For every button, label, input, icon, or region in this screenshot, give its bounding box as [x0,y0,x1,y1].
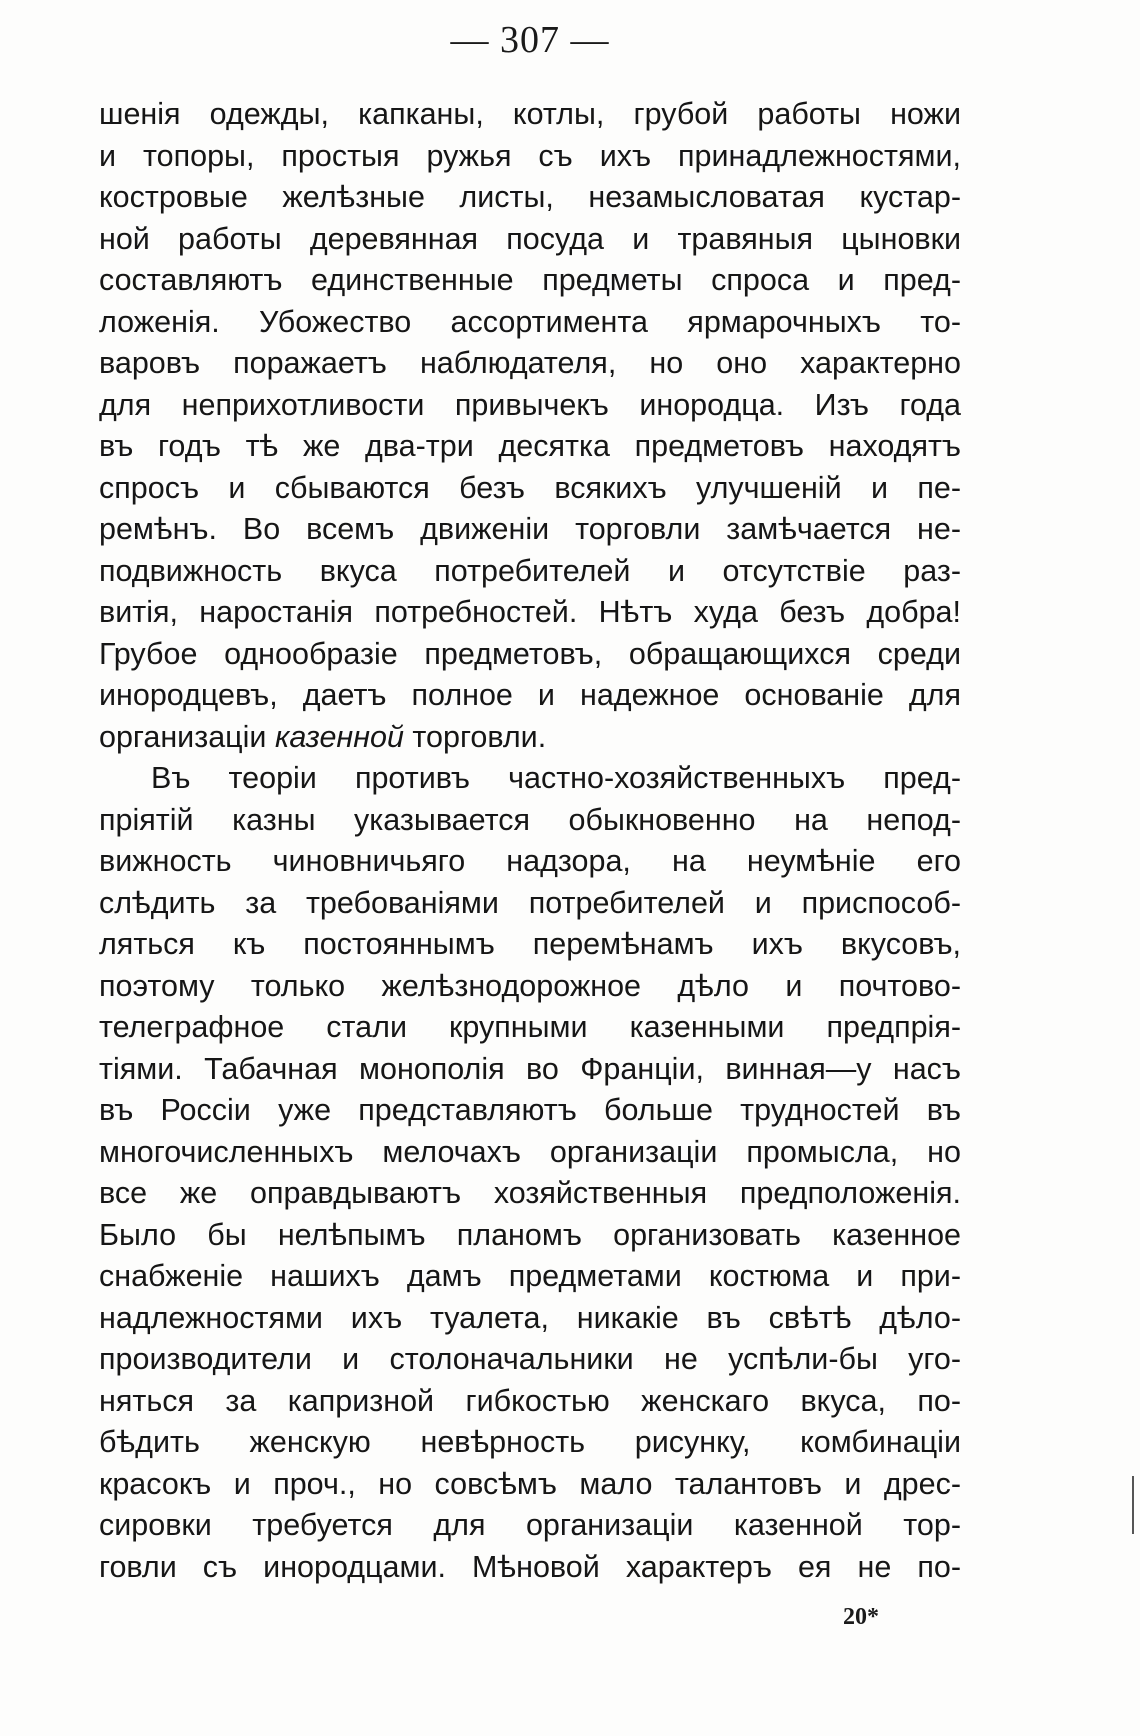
text-line: Было бы нелѣпымъ планомъ организовать казенное [99,1217,961,1252]
text-line: ремѣнъ. Во всемъ движеніи торговли замѣчается не- [99,512,961,546]
text-line: и топоры, простыя ружья съ ихъ принадлежностями, [99,138,961,173]
text-line: спросъ и сбываются безъ всякихъ улучшеній и пе- [99,470,961,505]
text-fragment: торговли. [403,719,547,754]
text-line: составляютъ единственные предметы спроса и пред- [99,263,961,297]
page-number: — 307 — [450,19,610,61]
printer-signature-mark: 20* [843,1604,879,1630]
text-line: въ Россіи уже представляютъ больше трудностей въ [99,1093,961,1127]
text-line: все же оправдываютъ хозяйственныя предположенія. [99,1176,961,1210]
text-line: ной работы деревянная посуда и травяныя цыновки [99,221,961,256]
text-line: тіями. Табачная монополія во Франціи, винная—у насъ [99,1051,961,1086]
text-line: варовъ поражаетъ наблюдателя, но оно характерно [99,346,961,380]
text-line: подвижность вкуса потребителей и отсутствіе раз- [99,553,961,588]
text-line: поэтому только желѣзнодорожное дѣло и почтово- [99,968,961,1003]
text-line: красокъ и проч., но совсѣмъ мало талантовъ и дрес- [99,1466,961,1501]
text-line-indented: Въ теоріи противъ частно-хозяйственныхъ пред- [151,761,961,795]
text-line: ляться къ постояннымъ перемѣнамъ ихъ вкусовъ, [99,927,961,961]
text-line-last [99,717,961,759]
body-text [99,94,961,1588]
text-line: слѣдить за требованіями потребителей и приспособ- [99,885,961,920]
text-line: телеграфное стали крупными казенными предпрія- [99,1010,961,1044]
text-line: костровые желѣзные листы, незамысловатая кустар- [99,180,961,214]
paragraph-2 [99,758,961,1588]
text-line: бѣдить женскую невѣрность рисунку, комбинаціи [99,1425,961,1459]
text-line: многочисленныхъ мелочахъ организаціи промысла, но [99,1134,961,1169]
text-line: Грубое однообразіе предметовъ, обращающихся среди [99,636,961,671]
text-line: вижность чиновничьяго надзора, на неумѣніе его [99,844,961,878]
text-line: пріятій казны указывается обыкновенно на непод- [99,802,961,837]
text-line: няться за капризной гибкостью женскаго вкуса, по- [99,1383,961,1418]
text-line: снабженіе нашихъ дамъ предметами костюма и при- [99,1259,961,1293]
text-line: говли съ инородцами. Мѣновой характеръ ея не по- [99,1549,961,1584]
text-line: для неприхотливости привычекъ инородца. Изъ года [99,387,961,422]
scan-edge-mark [1132,1476,1134,1534]
text-line: производители и столоначальники не успѣли-бы уго- [99,1342,961,1376]
text-line: витія, наростанія потребностей. Нѣтъ худа безъ добра! [99,595,961,629]
italic-emphasis: казенной [274,719,404,754]
text-line: въ годъ тѣ же два-три десятка предметовъ находятъ [99,429,961,463]
text-line: ложенія. Убожество ассортимента ярмарочныхъ то- [99,304,961,339]
text-line: надлежностями ихъ туалета, никакіе въ свѣтѣ дѣло- [99,1300,961,1335]
text-line: инородцевъ, даетъ полное и надежное основаніе для [99,678,961,712]
text-fragment: организаціи [99,719,275,754]
text-line: сировки требуется для организаціи казенной тор- [99,1508,961,1542]
paragraph-1 [99,94,961,758]
text-line: шенія одежды, капканы, котлы, грубой работы ножи [99,97,961,131]
